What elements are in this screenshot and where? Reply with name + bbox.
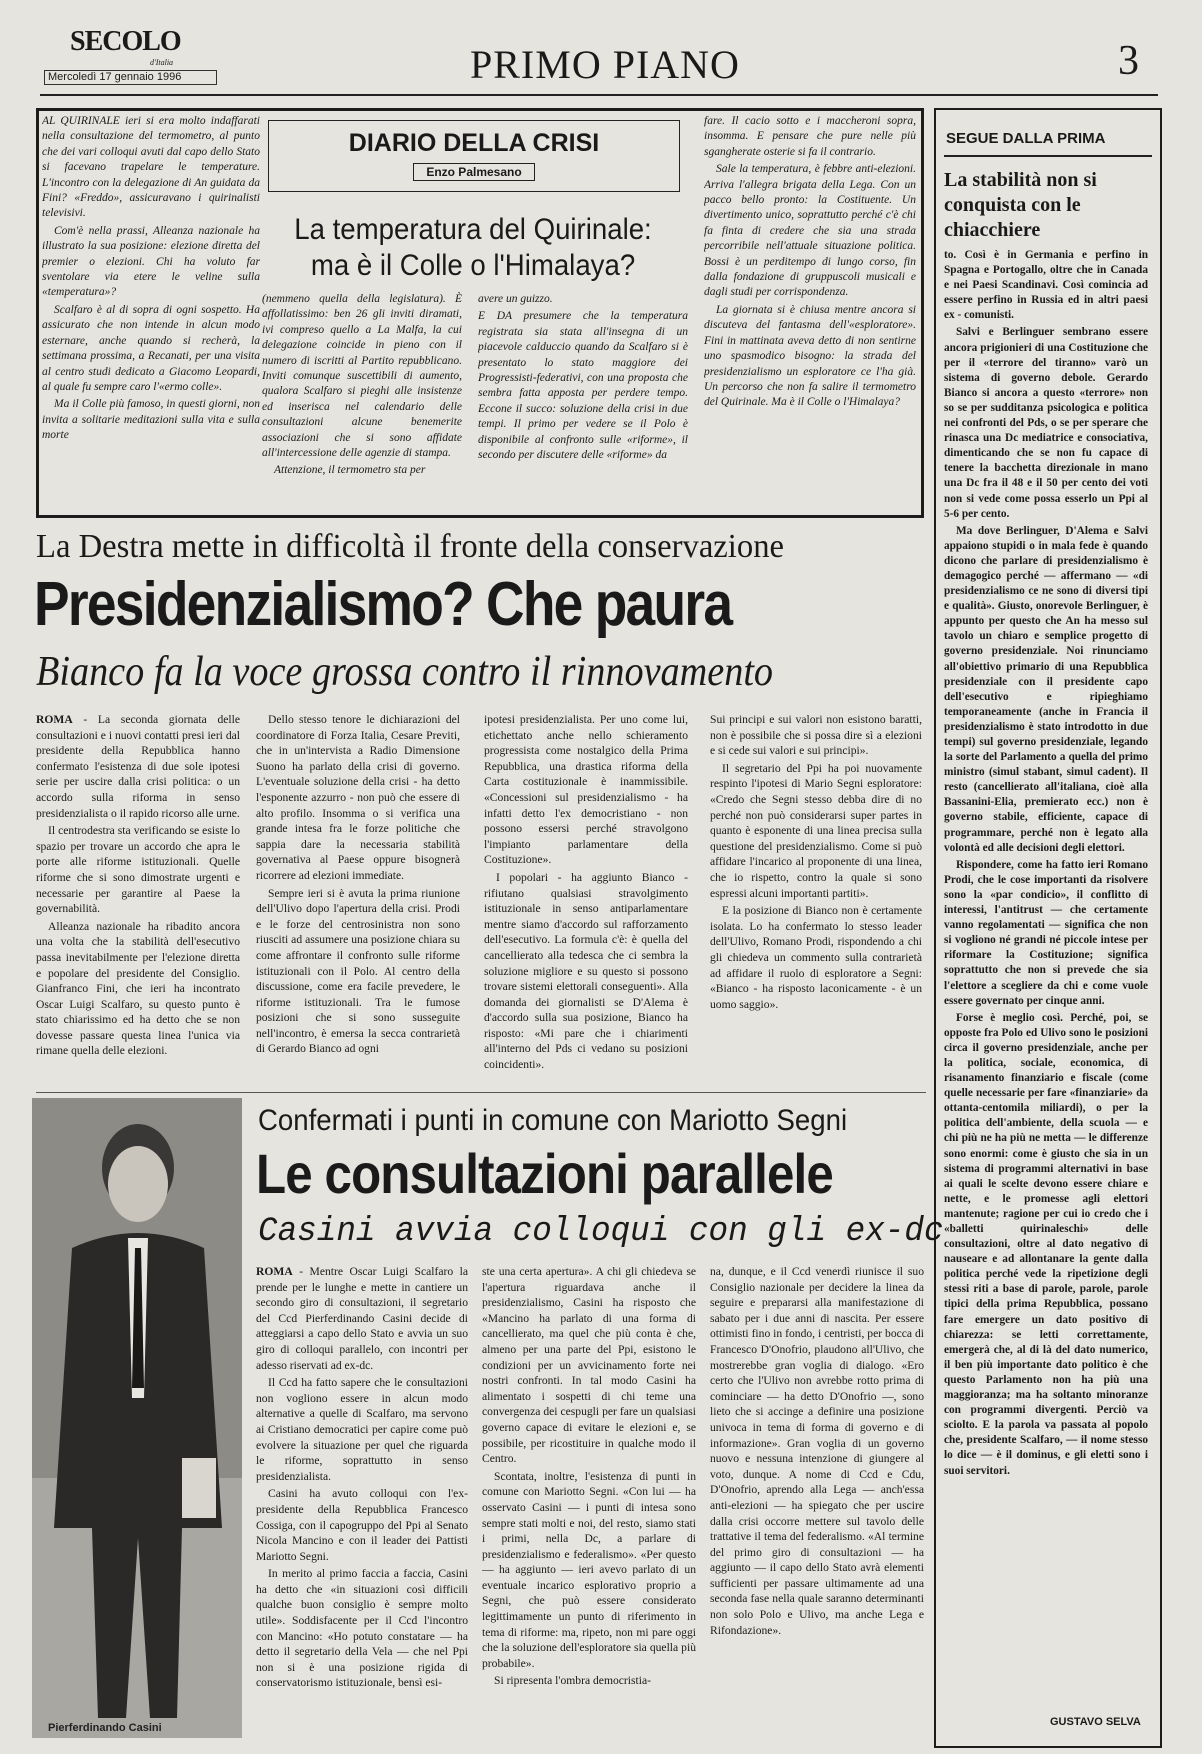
article1-paragraph: E la posizione di Bianco non è certamente isolata. Lo ha confermato lo stesso leader dell'Ulivo, Romano Prodi, rispondendo a chi gli chiedeva un commento sulla contrarietà ad affidare il ruolo di esploratore a Segni: «Bianco - ha risposto laconicamente - è un uomo saggio». bbox=[710, 904, 922, 1011]
sidebar-headline: La stabilità non si conquista con le chiacchiere bbox=[944, 169, 1097, 241]
diario-paragraph: Scalfaro è al di sopra di ogni sospetto. Ha assicurato che non intende in alcun modo esternare, anche quando si recherà, la settimana prossima, a Recanati, per una visita al centro studi dedicato a Giacomo Leopardi, al quale fu sempre caro l'«ermo colle». bbox=[42, 303, 260, 393]
article2-col3 bbox=[710, 1264, 924, 1748]
article1-col2 bbox=[256, 712, 460, 1092]
article1-paragraph: ipotesi presidenzialista. Per uno come lui, etichettato anche nello schieramento progressista come nostalgico della Prima Repubblica, una drastica riforma della Carta costituzionale è inammissibile. «Concessioni sul presidenzialismo - ha infatti detto l'ex democristiano - non possono essersi perché stravolgono l'impianto parlamentare della Costituzione». bbox=[484, 713, 688, 867]
logo-text: SECOLO bbox=[70, 26, 181, 57]
portrait-figure bbox=[32, 1098, 242, 1738]
article2-col2 bbox=[482, 1264, 696, 1748]
diario-col1 bbox=[42, 114, 260, 512]
article1-paragraph: Il segretario del Ppi ha poi nuovamente respinto l'ipotesi di Mario Segni esploratore: «Credo che Segni stesso debba dire di no perché non può considerarsi super partes in quanto è esponente di una linea precisa sulla questione del presidenzialismo. Come si può affidare l'incarico al proponente di una linea, che io rispetto, contro la quale si sono espressi alcuni importanti partiti». bbox=[710, 761, 922, 900]
article1-col4 bbox=[710, 712, 922, 1092]
diario-box-title: DIARIO DELLA CRISI bbox=[348, 129, 600, 157]
section-title: PRIMO PIANO bbox=[470, 42, 740, 87]
article1-paragraph: Alleanza nazionale ha ribadito ancora una volta che la stabilità dell'esecutivo passa inevitabilmente per l'elezione diretta e popolare del presidente del Consiglio. Gianfranco Fini, che ieri ha incontrato Oscar Luigi Scalfaro, su questo punto è stato chiarissimo ed ha detto che se non dovesse passare questa linea l'unica via rimane quella delle elezioni. bbox=[36, 919, 240, 1058]
sidebar-paragraph: Forse è meglio così. Perché, poi, se opposte fra Polo ed Ulivo sono le posizioni circa il governo presidenziale, anche per la politica, sociale, economica, di risanamento finanziario e fiscale (come quelle necessarie per fare «finanziarie» da ottanta-centomila miliardi), o per la politica dell'ambiente, della scuola — e chi più ne ha più ne metta — le differenze sono enormi: come è giusto che sia in un sistema di programmi alternativi in base ai quali le scelte devono essere chiare e nette, e le promesse agli elettori mantenute; ragione per cui io credo che i «balletti quirinaleschi» delle consultazioni, oltre al dato negativo di nauseare e ad allontanare la gente dalla politica perché vede la ripetizione degli stessi riti a base di parole, parole, parole tipici della prima Repubblica, possano fare emergere un dato positivo di chiarezza: se letti correttamente, emergerà che, al di là del dato numerico, il ben più importante dato politico è che questo Parlamento non ha più una maggioranza; ma ha soltanto minoranze con programmi divergenti. Perciò va sciolto. E la parola va passata al popolo che, presidente Scalfaro, — il nome stesso lo dice — è il dominus, e gli eletti sono i suoi servitori. bbox=[944, 1011, 1148, 1477]
diario-col4 bbox=[704, 114, 916, 512]
photo-caption: Pierferdinando Casini bbox=[48, 1722, 162, 1734]
diario-paragraph: Sale la temperatura, è febbre anti-elezioni. Arriva l'allegra brigata della Lega. Con un pacco bello pronto: la Costituente. Un divertimento unico, soprattutto perché c'è chi fa finta di credere che sia una strada percorribile nell'attuale situazione politica. Bossi è un perditempo di lungo corso, fin dalla fondazione di gruppuscoli musicali e dagli studi per corrispondenza. bbox=[704, 163, 916, 299]
sidebar-paragraph: Rispondere, come ha fatto ieri Romano Prodi, che le cose importanti da risolvere sono la «par condicio», il conflitto di interessi, l'antitrust — che certamente vanno regolamentati — significa che non si vogliono né grandi né piccole intese per riformare la Costituzione; significa soprattutto che non si prevede che sia l'elettore a scegliere da chi e come vuole essere governato per cinque anni. bbox=[944, 858, 1148, 1007]
article2-paragraph: na, dunque, e il Ccd venerdì riunisce il suo Consiglio nazionale per decidere la linea da seguire e prepararsi alla manifestazione di sabato per i due anni di nascita. Per essere ottimisti fino in fondo, i centristi, per bocca di Francesco D'Onofrio, plaudono all'Ulivo, che mostrerebbe gran voglia di dialogo. «Ero certo che l'Ulivo non avrebbe rotto prima di cominciare — ha detto D'Onofrio —, sono lieto che si accinge a definire una posizione univoca in tema di forma di governo e di informazione». Gran voglia di un governo nuovo e nessuna intenzione di giungere al voto, dunque. A nome di Ccd e Cdu, D'Onofrio, aprendo alla Lega — anch'essa anti-elezioni — ha spiegato che per uscire dalla crisi occorre mettere sul tavolo delle trattative il tema del federalismo. «Al termine del primo giro di consultazioni — ha aggiunto — il capo dello Stato avrà elementi sufficienti per passare ultimamente ad una seconda fase nella quale saranno determinanti non solo Polo e Ulivo, ma anche Lega e Rifondazione». bbox=[710, 1265, 924, 1637]
article1-kicker: La Destra mette in difficoltà il fronte della conservazione bbox=[36, 528, 785, 565]
diario-paragraph: Ma il Colle più famoso, in questi giorni, non invita a solitarie meditazioni sulla vita e sulla morte bbox=[42, 398, 260, 442]
article2-subhead: Casini avvia colloqui con gli ex-dc bbox=[258, 1213, 944, 1251]
article1-subhead: Bianco fa la voce grossa contro il rinnovamento bbox=[36, 649, 774, 695]
diario-paragraph: (nemmeno quella della legislatura). È affollatissimo: ben 26 gli inviti diramati, ivi compreso quello a La Malfa, la cui delegazione coincide in pieno con il numero di iscritti al Partito repubblicano. Inviti comunque suscettibili di aumento, qualora Scalfaro si pieghi alle insistenze ed inserisca nel calendario delle consultazioni alcune benemerite associazioni che si sono affidate all'intercessione delle agenzie di stampa. bbox=[262, 293, 462, 460]
sidebar-paragraph: Salvi e Berlinguer sembrano essere ancora prigionieri di una Costituzione che per il «terrore del tiranno» varò un sistema di governo debole. Gerardo Bianco si ancora a questo «terrore» non so se per sudditanza psicologica e politica nei confronti del Pds, o se per sperare che rinasca una Dc mediatrice e consociativa, dimenticando che se non fu capace di tenere la bacchetta direzionale in mano una Dc fra il 48 e il 50 per cento dei voti non si vede come possa esserlo un Ppi al 5-6 per cento. bbox=[944, 326, 1148, 520]
diario-author: Enzo Palmesano bbox=[413, 163, 534, 181]
article2-paragraph: In merito al primo faccia a faccia, Casini ha detto che «in situazioni così difficili qualche buon consiglio è sempre molto utile». Soddisfacente per il Ccd l'incontro con Mancino: «Ho potuto constatare — ha detto il segretario della Vela — che nel Ppi non si è una posizione rigida di conservatorismo istituzionale, bensì esi- bbox=[256, 1567, 468, 1690]
article2-headline: Le consultazioni parallele bbox=[256, 1142, 833, 1205]
diario-paragraph: Attenzione, il termometro sta per bbox=[274, 464, 426, 477]
sidebar-signature: GUSTAVO SELVA bbox=[1050, 1716, 1141, 1728]
diario-paragraph: AL QUIRINALE ieri si era molto indaffarati nella consultazione del termometro, al punto che dei vari colloqui avuti dal capo dello Stato si facevano trapelare le temperature. L'incontro con la delegazione di An guidata da Fini? «Freddo», assicuravano i quirinalisti televisivi. bbox=[42, 115, 260, 220]
sidebar-body bbox=[944, 248, 1148, 1708]
article1-paragraph: I popolari - ha aggiunto Bianco - rifiutano qualsiasi stravolgimento istituzionale in senso antiparlamentare mentre siamo d'accordo sul rafforzamento dell'esecutivo. La formula c'è: è quella del cancellierato alla tedesca che ci sembra la soluzione migliore e su questo si possono trovare sistemi elettorali conseguenti». Alla domanda dei giornalisti se D'Alema è d'accordo sulla sua posizione, Bianco ha risposto: «Mi pare che i chiarimenti all'interno del Pds ci vedano su posizioni coincidenti». bbox=[484, 870, 688, 1072]
diario-col3 bbox=[478, 292, 688, 512]
portrait-photo bbox=[32, 1098, 242, 1738]
issue-date: Mercoledì 17 gennaio 1996 bbox=[44, 70, 217, 85]
sidebar-paragraph: Ma dove Berlinguer, D'Alema e Salvi appaiono stupidi o in mala fede è quando dicono che parlare di presidenzialismo è demagogico perché — affermano — «di presidenzialismo ce ne sono di diversi tipi e qualità». Giusto, onorevole Berlinguer, è appunto per questo che An ha messo sul tavolo un chiaro e semplice progetto di governo presidenziale. Noi rinunciamo all'obiettivo primario di una Repubblica presidenziale con il presidente capo dell'esecutivo e ripieghiamo temporaneamente (anche in Francia il presidenzialismo è stato introdotto in due tempi) sul governo presidenziale, legando la sorte del Parlamento a quella del primo ministro (simul stabant, simul cadent). Il resto (cancellierato all'italiana, cioè alla Bassanini-Elia, premierato ecc.) non è governo stabile, efficiente, capace di programmare, perché non è legato alla volontà ed alle decisioni degli elettori. bbox=[944, 524, 1148, 854]
article2-paragraph: Scontata, inoltre, l'esistenza di punti in comune con Mariotto Segni. «Con lui — ha osservato Casini — i punti di intesa sono sempre stati molti e noi, del resto, siamo stati i primi, nella Dc, a parlare di presidenzialismo e federalismo». «Per questo — ha aggiunto — ieri avevo parlato di un eventuale incarico esplorativo proprio a Segni, che può essere considerato legittimamente un punto di riferimento in tema di riforme: ma, ripeto, non mi pare oggi che la soluzione dell'esploratore sia quella più probabile». bbox=[482, 1469, 696, 1670]
article1-paragraph: Il centrodestra sta verificando se esiste lo spazio per trovare un accordo che apra le porte alle riforme istituzionali. Quelle riforme che si sono dimostrate urgenti e necessarie per garantire al Paese la governabilità. bbox=[36, 824, 240, 916]
article2-dateline: ROMA bbox=[256, 1265, 293, 1278]
article2-col1 bbox=[256, 1264, 468, 1748]
masthead-rule bbox=[40, 94, 1158, 96]
article2-paragraph: Casini ha avuto colloqui con l'ex-presidente della Repubblica Francesco Cossiga, con il capogruppo del Ppi al Senato Nicola Mancino e con il leader dei Pattisti Mariotto Segni. bbox=[256, 1487, 468, 1563]
article1-paragraph: Sempre ieri si è avuta la prima riunione dell'Ulivo dopo l'apertura della crisi. Prodi e le forze del centrosinistra non sono riusciti ad assumere una posizione chiara su come affrontare il confronto sulle riforme istituzionali con il Polo. Al centro della discussione, come era facile prevedere, le riforme istituzionali. Tra le fumose posizioni che si sono susseguite nell'incontro, è emersa la secca contrarietà di Gerardo Bianco ad ogni bbox=[256, 886, 460, 1056]
diario-paragraph: E DA presumere che la temperatura registrata sia stata all'insegna di un piacevole calduccio quando da Scalfaro si è presentato lo stato maggiore dei Progressisti-federativi, con una proposta che sembra fatta apposta per perdere tempo. Eccone il succo: soluzione della crisi in due tempi. Il primo per vedere se il Polo è disponibile al confronto sulle «riforme», il secondo per discutere delle «riforme» da bbox=[478, 310, 688, 462]
article-separator bbox=[36, 1092, 926, 1093]
diario-paragraph: La giornata si è chiusa mentre ancora si discuteva del fantasma dell'«esploratore». Fini in mattinata aveva detto di non sentirne uno spasmodico bisogno: la strada del presidenzialismo un esploratore ce l'ha già. Un percorso che non fa salire il termometro del Quirinale. Ma è il Colle o l'Himalaya? bbox=[704, 303, 916, 409]
diario-paragraph: avere un guizzo. bbox=[478, 293, 553, 305]
sidebar-label-rule bbox=[944, 155, 1152, 157]
article2-paragraph: Si ripresenta l'ombra democristia- bbox=[494, 1674, 651, 1688]
diario-headline: La temperatura del Quirinale: ma è il Colle o l'Himalaya? bbox=[294, 213, 652, 282]
page-number: 3 bbox=[1118, 38, 1139, 84]
article1-paragraph: Dello stesso tenore le dichiarazioni del coordinatore di Forza Italia, Cesare Previti, che in un'intervista a Radio Dimensione Suono ha parlato della crisi di governo. L'eventuale soluzione della crisi - ha detto l'esponente azzurro - non può che essere di alto profilo. Insomma o si verifica una grande intesa fra le forze politiche che sappia dare la necessaria stabilità governativa al Paese oppure bisognerà ricorrere ad elezioni immediate. bbox=[256, 713, 460, 882]
masthead-logo bbox=[70, 26, 181, 58]
article2-paragraph: ROMA - Mentre Oscar Luigi Scalfaro la prende per le lunghe e mette in cantiere un secondo giro di consultazioni, il segretario del Ccd Pierferdinando Casini decide di atteggiarsi a capo dello Stato e avvia un suo giro di colloqui parallelo, con incontri per adesso riservati ad ex-dc. bbox=[256, 1265, 468, 1372]
diario-box-header bbox=[268, 120, 680, 192]
article1-col3 bbox=[484, 712, 688, 1092]
sidebar-paragraph: to. Così è in Germania e perfino in Spagna e Portogallo, oltre che in Canada e nei Paesi Scandinavi. Così comincia ad essere perfino in Russia ed in altri paesi ex - comunisti. bbox=[944, 249, 1148, 322]
logo-subtitle: d'Italia bbox=[150, 58, 174, 67]
diario-paragraph: fare. Il cacio sotto e i maccheroni sopra, insomma. E pensare che pure nelle più sgangherate osterie si fa il contrario. bbox=[704, 115, 916, 158]
article2-paragraph: Il Ccd ha fatto sapere che le consultazioni non vogliono essere in alcun modo alternative a quelle di Scalfaro, ma servono ai Cristiano democratici per capire come può evolvere la situazione per quel che riguarda le riforme, soprattutto in senso presidenzialista. bbox=[256, 1376, 468, 1483]
article1-dateline: ROMA bbox=[36, 713, 73, 726]
diario-col2 bbox=[262, 292, 462, 512]
article1-headline: Presidenzialismo? Che paura bbox=[34, 570, 732, 639]
article1-paragraph: ROMA - La seconda giornata delle consultazioni e i nuovi contatti presi ieri dal presidente della Repubblica hanno confermato l'esistenza di due sole ipotesi serie per uscire dalla crisi politica: o un accordo sulla riforma in senso presidenzialista o il rapido ricorso alle urne. bbox=[36, 713, 240, 820]
diario-paragraph: Com'è nella prassi, Alleanza nazionale ha illustrato la sua posizione: elezione diretta del premier o elezioni. Chi ha voluto far sventolare via etere le veline sulla «temperatura»? bbox=[42, 224, 260, 299]
article2-kicker: Confermati i punti in comune con Mariotto Segni bbox=[258, 1104, 848, 1137]
article2-paragraph: ste una certa apertura». A chi gli chiedeva se l'apertura riguardava anche il presidenzialismo, Casini ha risposto che «Mancino ha parlato di una forma di cancellierato, ma quel che più conta è che, almeno per una parte del Ppi, esistono le condizioni per un avvicinamento forte nei nostri confronti. In tal modo Casini ha alimentato i sospetti di chi teme una convergenza dei cespugli per fare un qualsiasi governo capace di evitare le elezioni e, se possibile, per ricostituire in qualche modo il Centro. bbox=[482, 1265, 696, 1466]
article1-col1 bbox=[36, 712, 240, 1092]
sidebar-label: SEGUE DALLA PRIMA bbox=[946, 130, 1106, 147]
article1-paragraph: Sui principi e sui valori non esistono baratti, non è possibile che si possa dire sì a elezioni e si cede sui valori e sui principi». bbox=[710, 713, 922, 758]
